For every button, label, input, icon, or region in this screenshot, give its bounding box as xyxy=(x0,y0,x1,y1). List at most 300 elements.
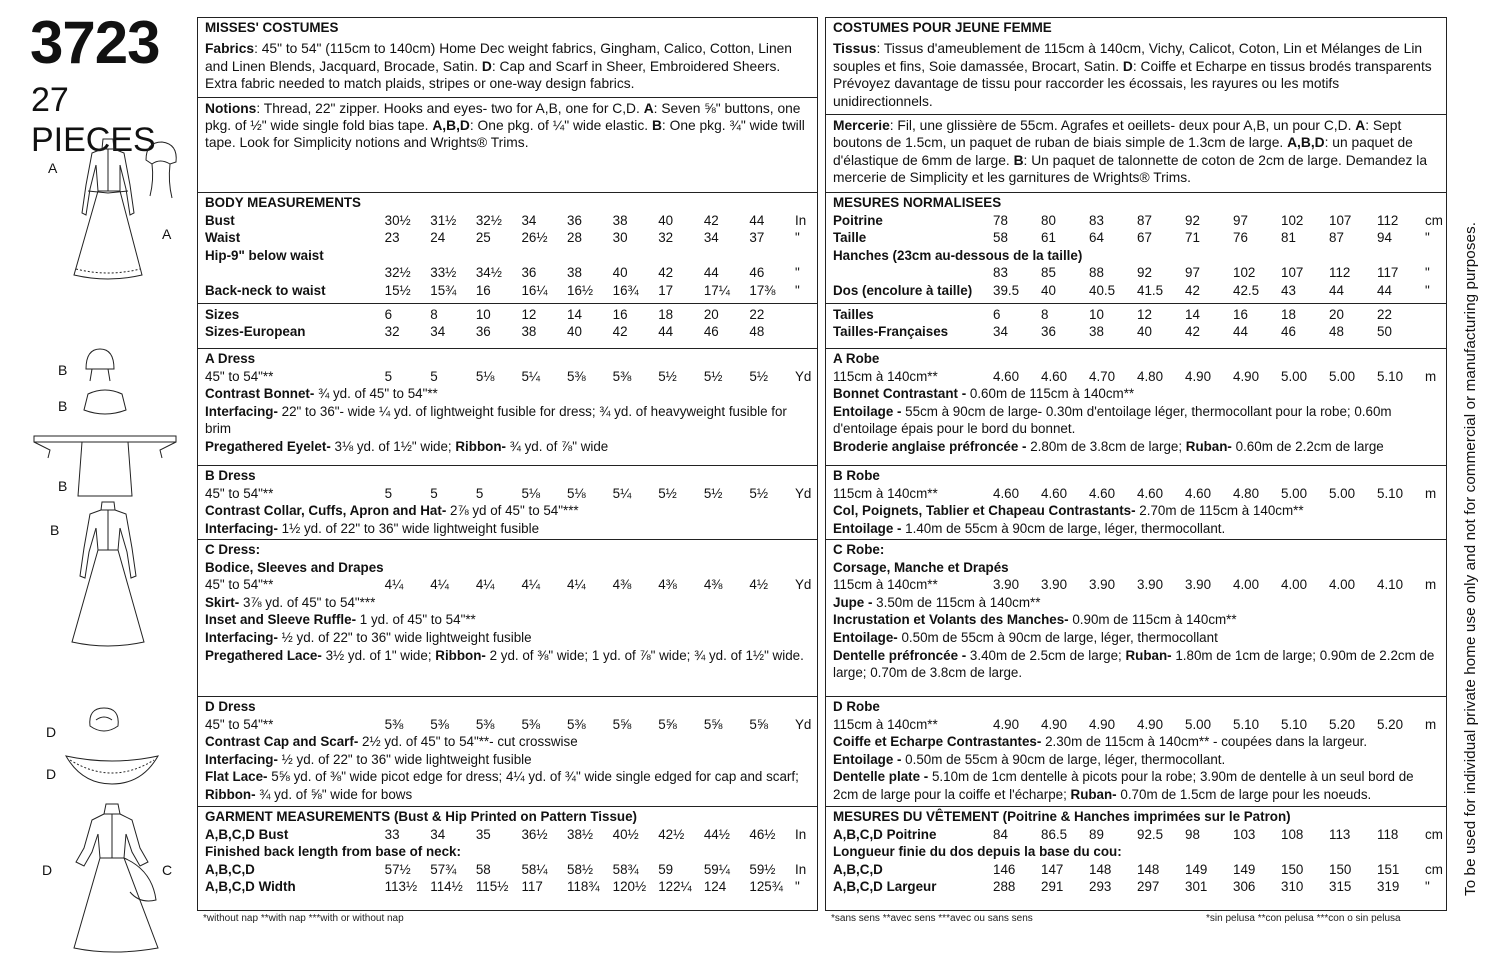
value-cell: 83 xyxy=(1089,212,1104,228)
row-values xyxy=(385,264,811,282)
value-cell: 42 xyxy=(658,265,674,281)
note-text: 3.50m de 115cm à 140cm** xyxy=(872,594,1041,610)
table-row xyxy=(833,485,1440,503)
dress-title: B Dress xyxy=(205,468,256,483)
table-row xyxy=(205,229,811,247)
value-cell: 4¼ xyxy=(384,577,404,593)
note-label: Inset and Sleeve Ruffle- xyxy=(205,612,357,628)
value-cell: 26½ xyxy=(521,230,548,246)
value-cell: 107 xyxy=(1281,265,1304,281)
section-title: MESURES NORMALISEES xyxy=(833,195,1002,210)
value-cell: 40 xyxy=(1041,282,1056,298)
note-line xyxy=(205,502,811,520)
figure-letter: B xyxy=(58,478,68,494)
value-cell: 4.60 xyxy=(1185,485,1212,501)
value-cell: 4.60 xyxy=(1089,485,1116,501)
unit-cell: m xyxy=(1425,577,1437,593)
notions-text: : One pkg. ¾" wide twill tape. Look for Simplicity notions and Wrights® Trims. xyxy=(205,118,805,151)
row-values xyxy=(385,716,811,734)
row-label: Hanches (23cm au-dessous de la taille) xyxy=(833,247,1083,263)
section-title: COSTUMES POUR JEUNE FEMME xyxy=(833,20,1052,35)
row-label: A,B,C,D xyxy=(833,861,883,877)
value-cell: 44½ xyxy=(703,826,730,842)
mercerie-a-label: A xyxy=(1355,118,1366,134)
note-label: Jupe - xyxy=(833,594,873,610)
note-label: Dentelle plate - xyxy=(833,769,929,785)
value-cell: 115½ xyxy=(475,879,509,895)
value-cell: 125¾ xyxy=(749,879,783,895)
value-cell: 37 xyxy=(749,230,765,246)
dress-subtitle: Corsage, Manche et Drapés xyxy=(833,559,1009,575)
note-label: Interfacing- xyxy=(205,520,278,536)
value-cell: 30 xyxy=(612,230,628,246)
value-cell: 17⅜ xyxy=(749,282,776,298)
row-values xyxy=(993,306,1441,324)
bonnet-illustration xyxy=(140,140,180,200)
figure-letter: B xyxy=(58,362,68,378)
value-cell: 20 xyxy=(1329,306,1344,322)
value-cell: 4.60 xyxy=(1041,485,1068,501)
notions-label: Notions xyxy=(205,100,257,116)
value-cell: 4.60 xyxy=(993,368,1020,384)
value-cell: 5⅝ xyxy=(749,716,769,732)
value-cell: 4.90 xyxy=(1041,716,1068,732)
value-cell: 31½ xyxy=(430,212,457,228)
value-cell: 5⅜ xyxy=(384,716,404,732)
table-row xyxy=(205,716,811,734)
value-cell: 38 xyxy=(521,324,537,340)
unit-cell: In xyxy=(795,826,807,842)
value-cell: 38 xyxy=(612,212,628,228)
row-label: 115cm à 140cm** xyxy=(833,368,938,384)
value-cell: 5⅛ xyxy=(475,368,495,384)
value-cell: 92 xyxy=(1185,212,1200,228)
row-values xyxy=(993,576,1441,594)
value-cell: 5⅜ xyxy=(612,368,632,384)
value-cell: 4¼ xyxy=(567,577,586,593)
value-cell: 22 xyxy=(749,306,765,322)
value-cell: 32½ xyxy=(384,265,411,281)
value-cell: 113½ xyxy=(384,879,418,895)
note-line xyxy=(205,594,811,612)
value-cell: 12 xyxy=(1137,306,1152,322)
dress-notes xyxy=(833,502,1440,537)
table-row xyxy=(205,247,811,265)
value-cell: 288 xyxy=(993,879,1016,895)
value-cell: 87 xyxy=(1137,212,1152,228)
fabrics-d-text: : Cap and Scarf in Sheer, Embroidered Sheers. Extra fabric needed to match plaids, stripes or one-way design fabrics. xyxy=(205,58,781,92)
value-cell: 3.90 xyxy=(1137,577,1164,593)
row-values xyxy=(385,576,811,594)
figure-letter: A xyxy=(162,226,172,242)
value-cell: 149 xyxy=(1185,861,1208,877)
value-cell: 5.00 xyxy=(1329,368,1356,384)
row-label: 45" to 54"** xyxy=(205,577,274,593)
unit-cell: Yd xyxy=(795,577,812,593)
value-cell: 146 xyxy=(993,861,1016,877)
yardage-row xyxy=(833,485,1440,503)
value-cell: 310 xyxy=(1281,879,1304,895)
value-cell: 16 xyxy=(475,282,491,298)
value-cell: 36½ xyxy=(521,826,548,842)
value-cell: 5.00 xyxy=(1281,368,1308,384)
value-cell: 39.5 xyxy=(993,282,1020,298)
note-text: 3.40m de 2.5cm de large; xyxy=(966,647,1126,663)
value-cell: 5½ xyxy=(703,368,723,384)
value-cell: 4.80 xyxy=(1137,368,1164,384)
value-cell: 6 xyxy=(993,306,1001,322)
note-line xyxy=(833,647,1440,682)
dress-title: B Robe xyxy=(833,468,880,483)
note-label: Interfacing- xyxy=(205,751,278,767)
note-label: Ribbon- xyxy=(205,786,256,802)
dress-title: A Robe xyxy=(833,351,880,366)
tissus-mercerie-section xyxy=(826,18,1446,193)
note-line xyxy=(205,403,811,438)
value-cell: 33 xyxy=(384,826,400,842)
value-cell: 87 xyxy=(1329,230,1344,246)
value-cell: 32 xyxy=(384,324,400,340)
mercerie-text: : Un paquet de talonnette de coton de 2cm de large. Demandez la mercerie de Simplicity et les garnitures de Wrights® Trims. xyxy=(833,152,1427,186)
value-cell: 40 xyxy=(658,212,674,228)
row-label: Dos (encolure à taille) xyxy=(833,282,973,298)
value-cell: 40 xyxy=(1137,324,1152,340)
unit-cell: cm xyxy=(1425,826,1443,842)
value-cell: 42 xyxy=(1185,324,1200,340)
value-cell: 5 xyxy=(384,485,393,501)
value-cell: 40 xyxy=(567,324,582,340)
value-cell: 5⅝ xyxy=(703,716,723,732)
robe-d-section xyxy=(826,697,1446,807)
row-values xyxy=(385,485,811,503)
unit-cell: cm xyxy=(1425,212,1443,228)
section-title: MESURES DU VÊTEMENT (Poitrine & Hanches imprimées sur le Patron) xyxy=(833,809,1291,824)
garment-measurements-section xyxy=(198,807,817,910)
unit-cell: m xyxy=(1425,368,1437,384)
row-label: A,B,C,D Largeur xyxy=(833,879,937,895)
value-cell: 42 xyxy=(612,324,628,340)
value-cell: 10 xyxy=(1089,306,1104,322)
body-measurements-table xyxy=(205,212,811,300)
value-cell: 36 xyxy=(521,265,537,281)
french-panel xyxy=(825,17,1447,911)
value-cell: 58½ xyxy=(567,861,594,877)
value-cell: 34 xyxy=(521,212,537,228)
value-cell: 42 xyxy=(703,212,719,228)
note-text: 0.60m de 115cm à 140cm** xyxy=(966,386,1135,402)
row-values xyxy=(993,878,1441,896)
value-cell: 5⅝ xyxy=(612,716,632,732)
value-cell: 5 xyxy=(430,368,438,384)
row-values xyxy=(993,282,1441,300)
note-line xyxy=(205,733,811,751)
value-cell: 40.5 xyxy=(1089,282,1116,298)
note-text: 1½ yd. of 22" to 36" wide lightweight fusible xyxy=(277,520,540,536)
sizes-table xyxy=(205,306,811,341)
d-cap-illustration xyxy=(86,704,122,740)
value-cell: 5.10 xyxy=(1281,716,1308,732)
note-text: 1.40m de 55cm à 90cm de large, léger, thermocollant. xyxy=(901,520,1226,536)
value-cell: 114½ xyxy=(430,879,463,895)
value-cell: 44 xyxy=(1329,282,1344,298)
value-cell: 4¼ xyxy=(430,577,449,593)
value-cell: 43 xyxy=(1281,282,1296,298)
value-cell: 102 xyxy=(1233,265,1256,281)
value-cell: 113 xyxy=(1329,826,1351,842)
garment-measurements-table xyxy=(205,826,811,896)
value-cell: 5½ xyxy=(749,368,769,384)
row-values xyxy=(993,264,1441,282)
value-cell: 5.20 xyxy=(1329,716,1356,732)
row-values xyxy=(385,826,811,844)
value-cell: 4.60 xyxy=(1137,485,1164,501)
french-footnote: *sans sens **avec sens ***avec ou sans sens xyxy=(831,913,1033,924)
value-cell: 117 xyxy=(521,879,543,895)
dress-b-illustration xyxy=(68,500,148,650)
unit-cell: " xyxy=(1425,879,1430,895)
yardage-row xyxy=(205,485,811,503)
value-cell: 22 xyxy=(1377,306,1392,322)
value-cell: 5½ xyxy=(658,368,677,384)
value-cell: 5.10 xyxy=(1377,485,1404,501)
note-line xyxy=(833,520,1440,538)
note-line xyxy=(833,403,1440,438)
note-text: 1.80m de 1cm de large; 0.90m de 2.2cm de large; 0.70m de 3.8cm de large. xyxy=(833,647,1435,681)
note-line xyxy=(833,751,1440,769)
usage-notice: To be used for individual private home use only and not for commercial or manufacturing purposes. xyxy=(1462,221,1479,896)
dress-d-section xyxy=(198,697,817,807)
table-row xyxy=(833,212,1443,230)
value-cell: 17¼ xyxy=(703,282,730,298)
value-cell: 85 xyxy=(1041,265,1056,281)
value-cell: 18 xyxy=(1281,306,1296,322)
english-footnote: *without nap **with nap ***with or without nap xyxy=(203,913,404,924)
value-cell: 58 xyxy=(475,861,491,877)
garment-measurements-table xyxy=(833,826,1443,896)
row-label: Finished back length from base of neck: xyxy=(205,844,461,860)
note-line xyxy=(833,611,1440,629)
dress-a-illustration xyxy=(68,135,148,285)
dress-notes xyxy=(205,594,811,664)
value-cell: 315 xyxy=(1329,879,1352,895)
value-cell: 80 xyxy=(1041,212,1056,228)
value-cell: 4.00 xyxy=(1329,577,1356,593)
dress-a-section xyxy=(198,349,817,466)
value-cell: 4¼ xyxy=(521,577,541,593)
value-cell: 48 xyxy=(1329,324,1344,340)
dress-notes xyxy=(833,733,1440,803)
table-row xyxy=(205,826,811,844)
value-cell: 64 xyxy=(1089,230,1104,246)
value-cell: 5.00 xyxy=(1329,485,1356,501)
value-cell: 4.00 xyxy=(1233,577,1260,593)
value-cell: 5⅜ xyxy=(567,368,586,384)
dress-notes xyxy=(833,385,1440,455)
value-cell: 46 xyxy=(1281,324,1296,340)
yardage-row xyxy=(833,368,1440,386)
value-cell: 40 xyxy=(612,265,628,281)
value-cell: 118 xyxy=(1377,826,1399,842)
figure-letter: D xyxy=(46,724,57,740)
unit-cell: " xyxy=(795,879,800,895)
note-text: 2⅞ yd of 45" to 54"*** xyxy=(446,503,579,519)
value-cell: 44 xyxy=(658,324,674,340)
value-cell: 84 xyxy=(993,826,1008,842)
row-values xyxy=(385,323,811,341)
note-label: Entoilage - xyxy=(833,520,902,536)
note-text: ¾ yd. of ⅞" wide xyxy=(505,438,609,454)
value-cell: 42½ xyxy=(658,826,685,842)
section-title: MISSES' COSTUMES xyxy=(205,20,339,35)
value-cell: 36 xyxy=(567,212,582,228)
value-cell: 38½ xyxy=(567,826,594,842)
table-row xyxy=(205,576,811,594)
value-cell: 16 xyxy=(1233,306,1248,322)
table-row xyxy=(833,843,1440,861)
dress-title: D Robe xyxy=(833,699,880,714)
value-cell: 10 xyxy=(475,306,491,322)
value-cell: 97 xyxy=(1233,212,1248,228)
value-cell: 102 xyxy=(1281,212,1304,228)
note-text: 0.50m de 55cm à 90cm de large, léger, thermocollant. xyxy=(901,751,1226,767)
unit-cell: Yd xyxy=(795,368,812,384)
row-label: A,B,C,D Bust xyxy=(205,826,289,842)
dress-notes xyxy=(833,594,1440,682)
value-cell: 5⅛ xyxy=(521,485,541,501)
notions-a-label: A xyxy=(643,100,654,116)
note-line xyxy=(833,502,1440,520)
value-cell: 118¾ xyxy=(567,879,600,895)
note-label: Contrast Collar, Cuffs, Apron and Hat- xyxy=(205,503,447,519)
value-cell: 5¼ xyxy=(612,485,632,501)
value-cell: 24 xyxy=(430,230,446,246)
value-cell: 34 xyxy=(430,826,446,842)
notions-text: : One pkg. of ¼" wide elastic. xyxy=(469,118,652,134)
table-row xyxy=(833,264,1440,282)
row-label: Tailles xyxy=(833,306,874,322)
figure-letter: A xyxy=(48,160,58,176)
table-row xyxy=(833,229,1440,247)
note-line xyxy=(833,438,1440,456)
value-cell: 40½ xyxy=(612,826,639,842)
note-text: 0.70m de 1.5cm de large pour les noeuds. xyxy=(1116,786,1372,802)
value-cell: 149 xyxy=(1233,861,1256,877)
note-line xyxy=(205,751,811,769)
value-cell: 4⅜ xyxy=(703,577,723,593)
note-text: 3⅛ yd. of 1½" wide; xyxy=(330,438,456,454)
note-line xyxy=(205,768,811,803)
piece-count: 27 PIECES xyxy=(31,81,156,159)
value-cell: 5 xyxy=(384,368,393,384)
row-values xyxy=(385,229,811,247)
unit-cell: " xyxy=(795,265,800,281)
yardage-row xyxy=(833,576,1440,594)
value-cell: 3.90 xyxy=(1089,577,1116,593)
row-label: Taille xyxy=(833,230,867,246)
value-cell: 319 xyxy=(1377,879,1400,895)
value-cell: 38 xyxy=(567,265,582,281)
value-cell: 88 xyxy=(1089,265,1104,281)
value-cell: 59¼ xyxy=(703,861,730,877)
yardage-row xyxy=(205,368,811,386)
row-values xyxy=(993,368,1441,386)
value-cell: 42.5 xyxy=(1233,282,1260,298)
value-cell: 46 xyxy=(749,265,765,281)
notions-text: : Seven ⅝" buttons, one pkg. of ½" wide single fold bias tape. xyxy=(205,100,801,134)
table-row xyxy=(205,485,811,503)
value-cell: 5½ xyxy=(749,485,769,501)
value-cell: 4.70 xyxy=(1089,368,1116,384)
table-row xyxy=(833,368,1440,386)
value-cell: 34 xyxy=(703,230,719,246)
row-label: Longueur finie du dos depuis la base du cou: xyxy=(833,844,1122,860)
english-panel xyxy=(197,17,818,911)
note-text: 0.60m de 2.2cm de large xyxy=(1231,438,1384,454)
note-label: Entoilage- xyxy=(833,629,898,645)
table-row xyxy=(833,826,1443,844)
note-label: Pregathered Lace- xyxy=(205,647,322,663)
row-values xyxy=(385,306,811,324)
value-cell: 112 xyxy=(1329,265,1351,281)
value-cell: 4.80 xyxy=(1233,485,1260,501)
value-cell: 15¾ xyxy=(430,282,457,298)
value-cell: 81 xyxy=(1281,230,1296,246)
row-label: 45" to 54"** xyxy=(205,716,274,732)
dress-subtitle: Bodice, Sleeves and Drapes xyxy=(205,559,384,575)
sizes-table xyxy=(833,306,1440,341)
value-cell: 4.00 xyxy=(1281,577,1308,593)
dress-d-illustration xyxy=(60,800,173,956)
dress-title: C Dress: xyxy=(205,542,261,557)
value-cell: 34½ xyxy=(475,265,502,281)
tissus-label: Tissus xyxy=(833,41,877,57)
value-cell: 16 xyxy=(612,306,628,322)
value-cell: 5⅜ xyxy=(567,716,586,732)
table-row xyxy=(205,264,811,282)
note-text: 2.30m de 115cm à 140cm** - coupées dans la largeur. xyxy=(1041,734,1368,750)
value-cell: 301 xyxy=(1185,879,1208,895)
table-row xyxy=(833,306,1440,324)
value-cell: 5½ xyxy=(658,485,677,501)
note-text: 55cm à 90cm de large- 0.30m d'entoilage léger, thermocollant pour la robe; 0.60m d'entoilage épais pour le bord du bonnet. xyxy=(833,403,1392,437)
dress-c-section xyxy=(198,540,817,697)
unit-cell: " xyxy=(795,282,800,298)
mercerie-text: : Fil, une glissière de 55cm. Agrafes et oeillets- deux pour A,B, un pour C,D. xyxy=(889,118,1356,134)
table-row xyxy=(205,306,811,324)
value-cell: 150 xyxy=(1281,861,1304,877)
value-cell: 67 xyxy=(1137,230,1152,246)
table-row xyxy=(833,878,1440,896)
note-label: Skirt- xyxy=(205,594,240,610)
value-cell: 86.5 xyxy=(1041,826,1068,842)
value-cell: 151 xyxy=(1377,861,1400,877)
unit-cell: " xyxy=(1425,282,1430,298)
value-cell: 117 xyxy=(1377,265,1399,281)
value-cell: 5⅝ xyxy=(658,716,677,732)
value-cell: 42 xyxy=(1185,282,1200,298)
value-cell: 98 xyxy=(1185,826,1200,842)
mesures-vetement-section xyxy=(826,807,1446,910)
value-cell: 4.90 xyxy=(993,716,1020,732)
tissus-d-label: D xyxy=(1122,58,1133,74)
note-label: Contrast Bonnet- xyxy=(205,386,315,402)
value-cell: 30½ xyxy=(384,212,411,228)
unit-cell: " xyxy=(795,230,800,246)
row-label: A,B,C,D xyxy=(205,861,255,877)
note-line xyxy=(833,385,1440,403)
note-text: 2½ yd. of 45" to 54"**- cut crosswise xyxy=(358,734,578,750)
b-apron-illustration xyxy=(30,388,180,498)
